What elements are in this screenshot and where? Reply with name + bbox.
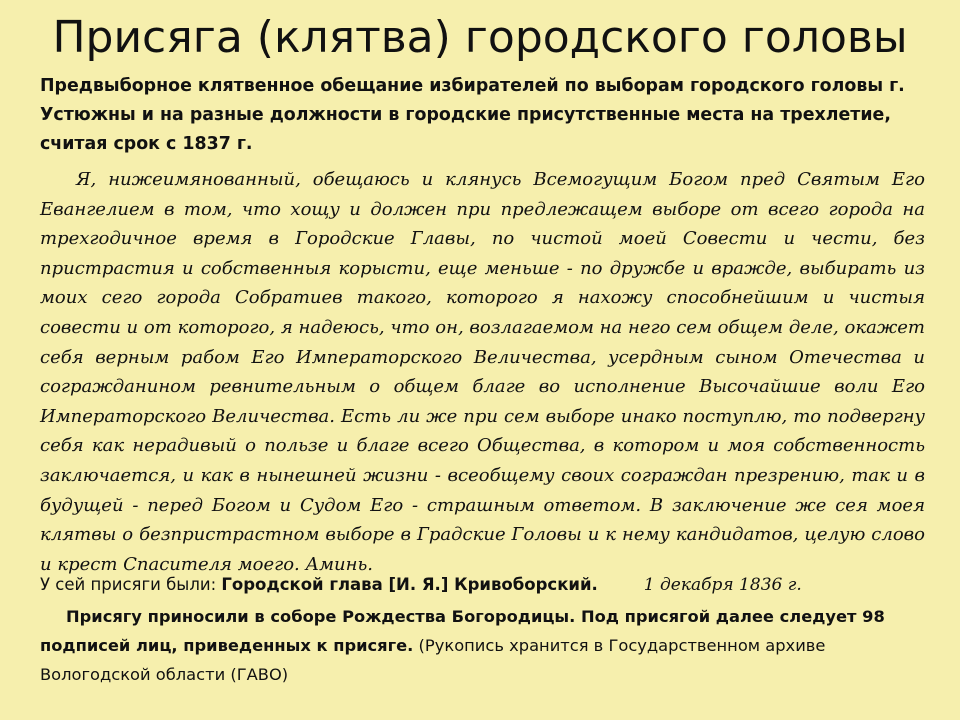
document-subtitle: Предвыборное клятвенное обещание избирателей по выборам городского головы г. Устюжны и на разные должности в городские присутственные места на трехлетие, считая срок с 1837 г. [40,76,905,154]
oath-text: Я, нижеимянованный, обещаюсь и клянусь Всемогущим Богом пред Святым Его Евангелием в том, что хощу и должен при предлежащем выборе от всего города на трехгодичное время в Городские Главы, по чистой моей Совести и чести, без пристрастия и собственныя корысти, еще меньше - по дружбе и вражде, выбирать из моих сего города Собратиев такого, которого я нахожу способнейшим и чистыя совести и от которого, я надеюсь, что он, возлагаемом на него сем общем деле, окажет себя верным рабом Его Императорского Величества, усердным сыном Отечества и согражданином ревнительным о общем благе во исполнение Высочайшие воли Его Императорского Величества. Есть ли же при сем выборе инако поступлю, то подвергну себя как нерадивый о пользе и благе всего Общества, в котором и моя собственность заключается, и как в нынешней жизни - всеобщему своих сограждан презрению, так и в будущей - перед Богом и Судом Его - страшным ответом. В заключение же сея моея клятвы о безпристрастном выборе в Градские Головы и к нему кандидатов, целую слово и крест Спасителя моего. Аминь. [40,169,925,575]
archive-note [40,602,925,689]
archive-note-bold: Присягу приносили в соборе Рождества Богородицы. Под присягой далее следует 98 подписей лиц, приведенных к присяге. [40,607,885,655]
slide-title: Присяга (клятва) городского головы [52,12,908,63]
attestation-signer: Городской глава [И. Я.] Кривоборский. [221,575,598,594]
attestation-prefix: У сей присяги были: [40,575,222,594]
attestation-date: 1 декабря 1836 г. [643,575,802,595]
archive-note-source: (Рукопись хранится в Государственном архиве Вологодской области (ГАВО) [40,636,826,684]
attestation-line [40,570,925,600]
